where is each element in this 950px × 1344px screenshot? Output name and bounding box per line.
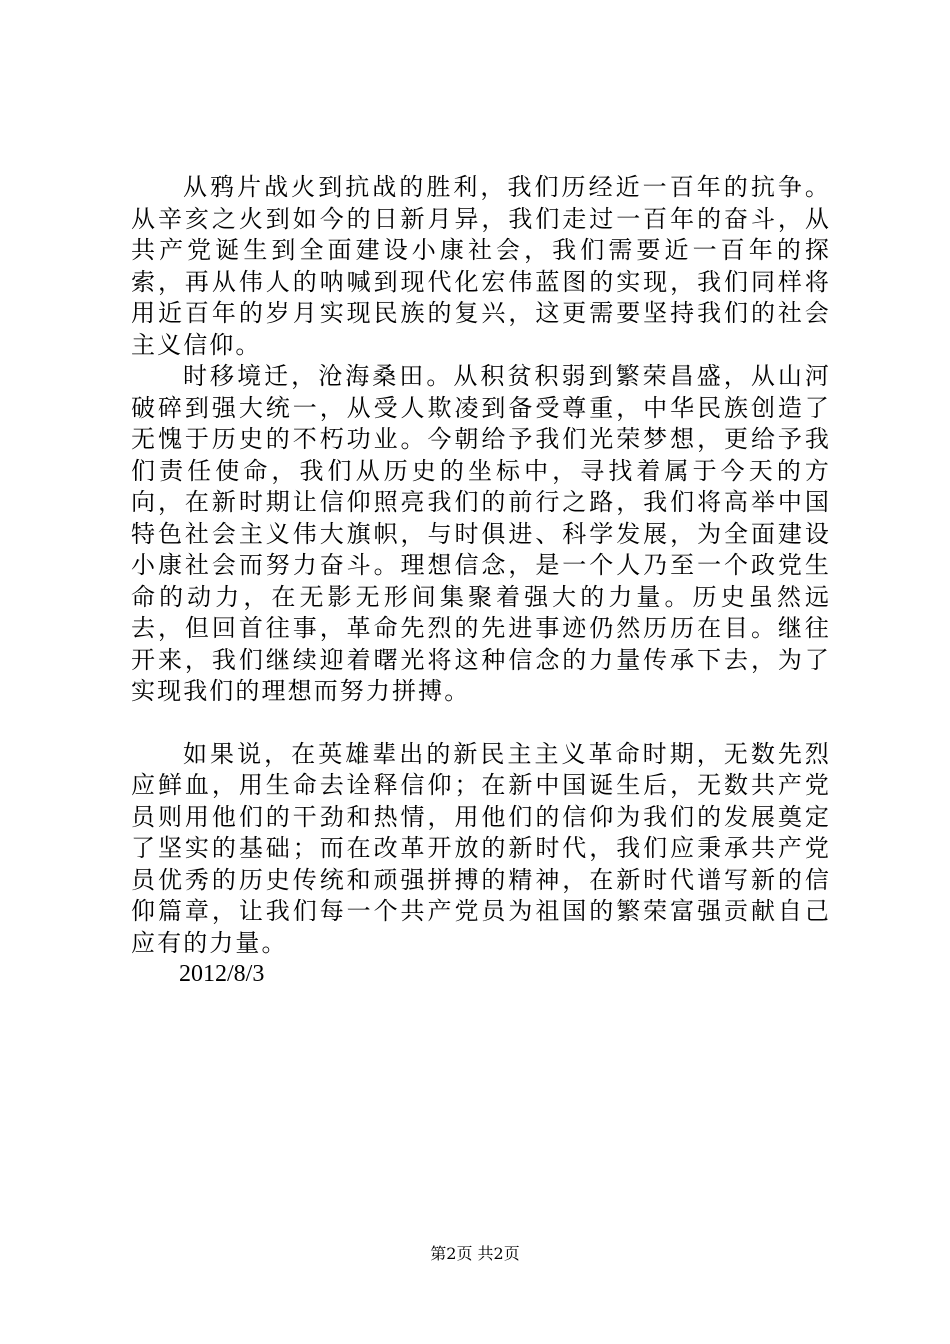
paragraph-1: 从鸦片战火到抗战的胜利，我们历经近一百年的抗争。从辛亥之火到如今的日新月异，我们走过一百年的奋斗，从共产党诞生到全面建设小康社会，我们需要近一百年的探索，再从伟人的呐喊到现代化宏伟蓝图的实现，我们同样将用近百年的岁月实现民族的复兴，这更需要坚持我们的社会主义信仰。 (131, 173, 831, 359)
document-body (131, 172, 831, 991)
document-date: 2012/8/3 (179, 961, 265, 987)
paragraph-2: 时移境迁，沧海桑田。从积贫积弱到繁荣昌盛，从山河破碎到强大统一，从受人欺凌到备受尊重，中华民族创造了无愧于历史的不朽功业。今朝给予我们光荣梦想，更给予我们责任使命，我们从历史的坐标中，寻找着属于今天的方向，在新时期让信仰照亮我们的前行之路，我们将高举中国特色社会主义伟大旗帜，与时俱进、科学发展，为全面建设小康社会而努力奋斗。理想信念，是一个人乃至一个政党生命的动力，在无影无形间集聚着强大的力量。历史虽然远去，但回首往事，革命先烈的先进事迹仍然历历在目。继往开来，我们继续迎着曙光将这种信念的力量传承下去，为了实现我们的理想而努力拼搏。 (131, 362, 831, 705)
paragraph-3: 如果说，在英雄辈出的新民主主义革命时期，无数先烈应鲜血，用生命去诠释信仰；在新中国诞生后，无数共产党员则用他们的干劲和热情，用他们的信仰为我们的发展奠定了坚实的基础；而在改革开放的新时代，我们应秉承共产党员优秀的历史传统和顽强拼搏的精神，在新时代谱写新的信仰篇章，让我们每一个共产党员为祖国的繁荣富强贡献自己应有的力量。 (131, 739, 831, 957)
page-footer (0, 1244, 950, 1264)
page-number-label: 第2页 共2页 (430, 1244, 520, 1263)
